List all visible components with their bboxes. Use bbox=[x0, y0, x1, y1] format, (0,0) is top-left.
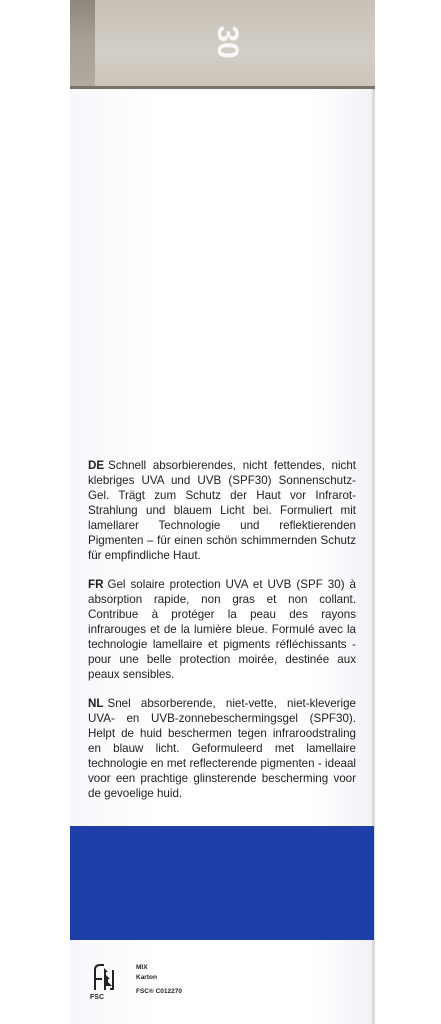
fsc-karton-label: Karton bbox=[136, 974, 157, 981]
fsc-tree-icon bbox=[88, 960, 120, 1000]
fsc-code: FSC® C012270 bbox=[136, 988, 182, 995]
text-de: Schnell absorbierendes, nicht fettendes, nicht klebriges UVA und UVB (SPF30) Sonnenschutz-Gel. Trägt zum Schutz der Haut vor Infrarot-Strahlung und blauem Licht bei. Formuliert mit lamellarer Technologie und reflektierenden Pigmenten – für einen schön schimmernden Schutz für empfindliche Haut. bbox=[88, 459, 356, 562]
lid-spf-mark: 30 bbox=[211, 25, 244, 59]
paragraph-nl bbox=[88, 696, 356, 801]
paragraph-fr bbox=[88, 577, 356, 682]
fsc-label bbox=[88, 960, 208, 1000]
description-text bbox=[88, 458, 356, 815]
lang-code-de: DE bbox=[88, 459, 105, 472]
fsc-mix-label: MIX bbox=[136, 964, 148, 971]
text-nl: Snel absorberende, niet-vette, niet-kleverige UVA- en UVB-zonnebeschermingsgel (SPF30). Helpt de huid beschermen tegen infraroodstraling en blauw licht. Geformuleerd met lamellaire technologie en met reflecterende pigmenten - ideaal voor een prachtige glinsterende bescherming voor de gevoelige huid. bbox=[88, 697, 356, 800]
blue-color-band bbox=[70, 826, 374, 940]
paragraph-de bbox=[88, 458, 356, 563]
lang-code-fr: FR bbox=[88, 578, 104, 591]
lang-code-nl: NL bbox=[88, 697, 104, 710]
text-fr: Gel solaire protection UVA et UVB (SPF 30) à absorption rapide, non gras et non collant. Contribue à protéger la peau des rayons infrarouges et de la lumière bleue. Formulé avec la technologie lamellaire et pigments réfléchissants - pour une belle protection moirée, destinée aux peaux sensibles. bbox=[88, 578, 356, 681]
svg-text:FSC: FSC bbox=[90, 994, 104, 1000]
